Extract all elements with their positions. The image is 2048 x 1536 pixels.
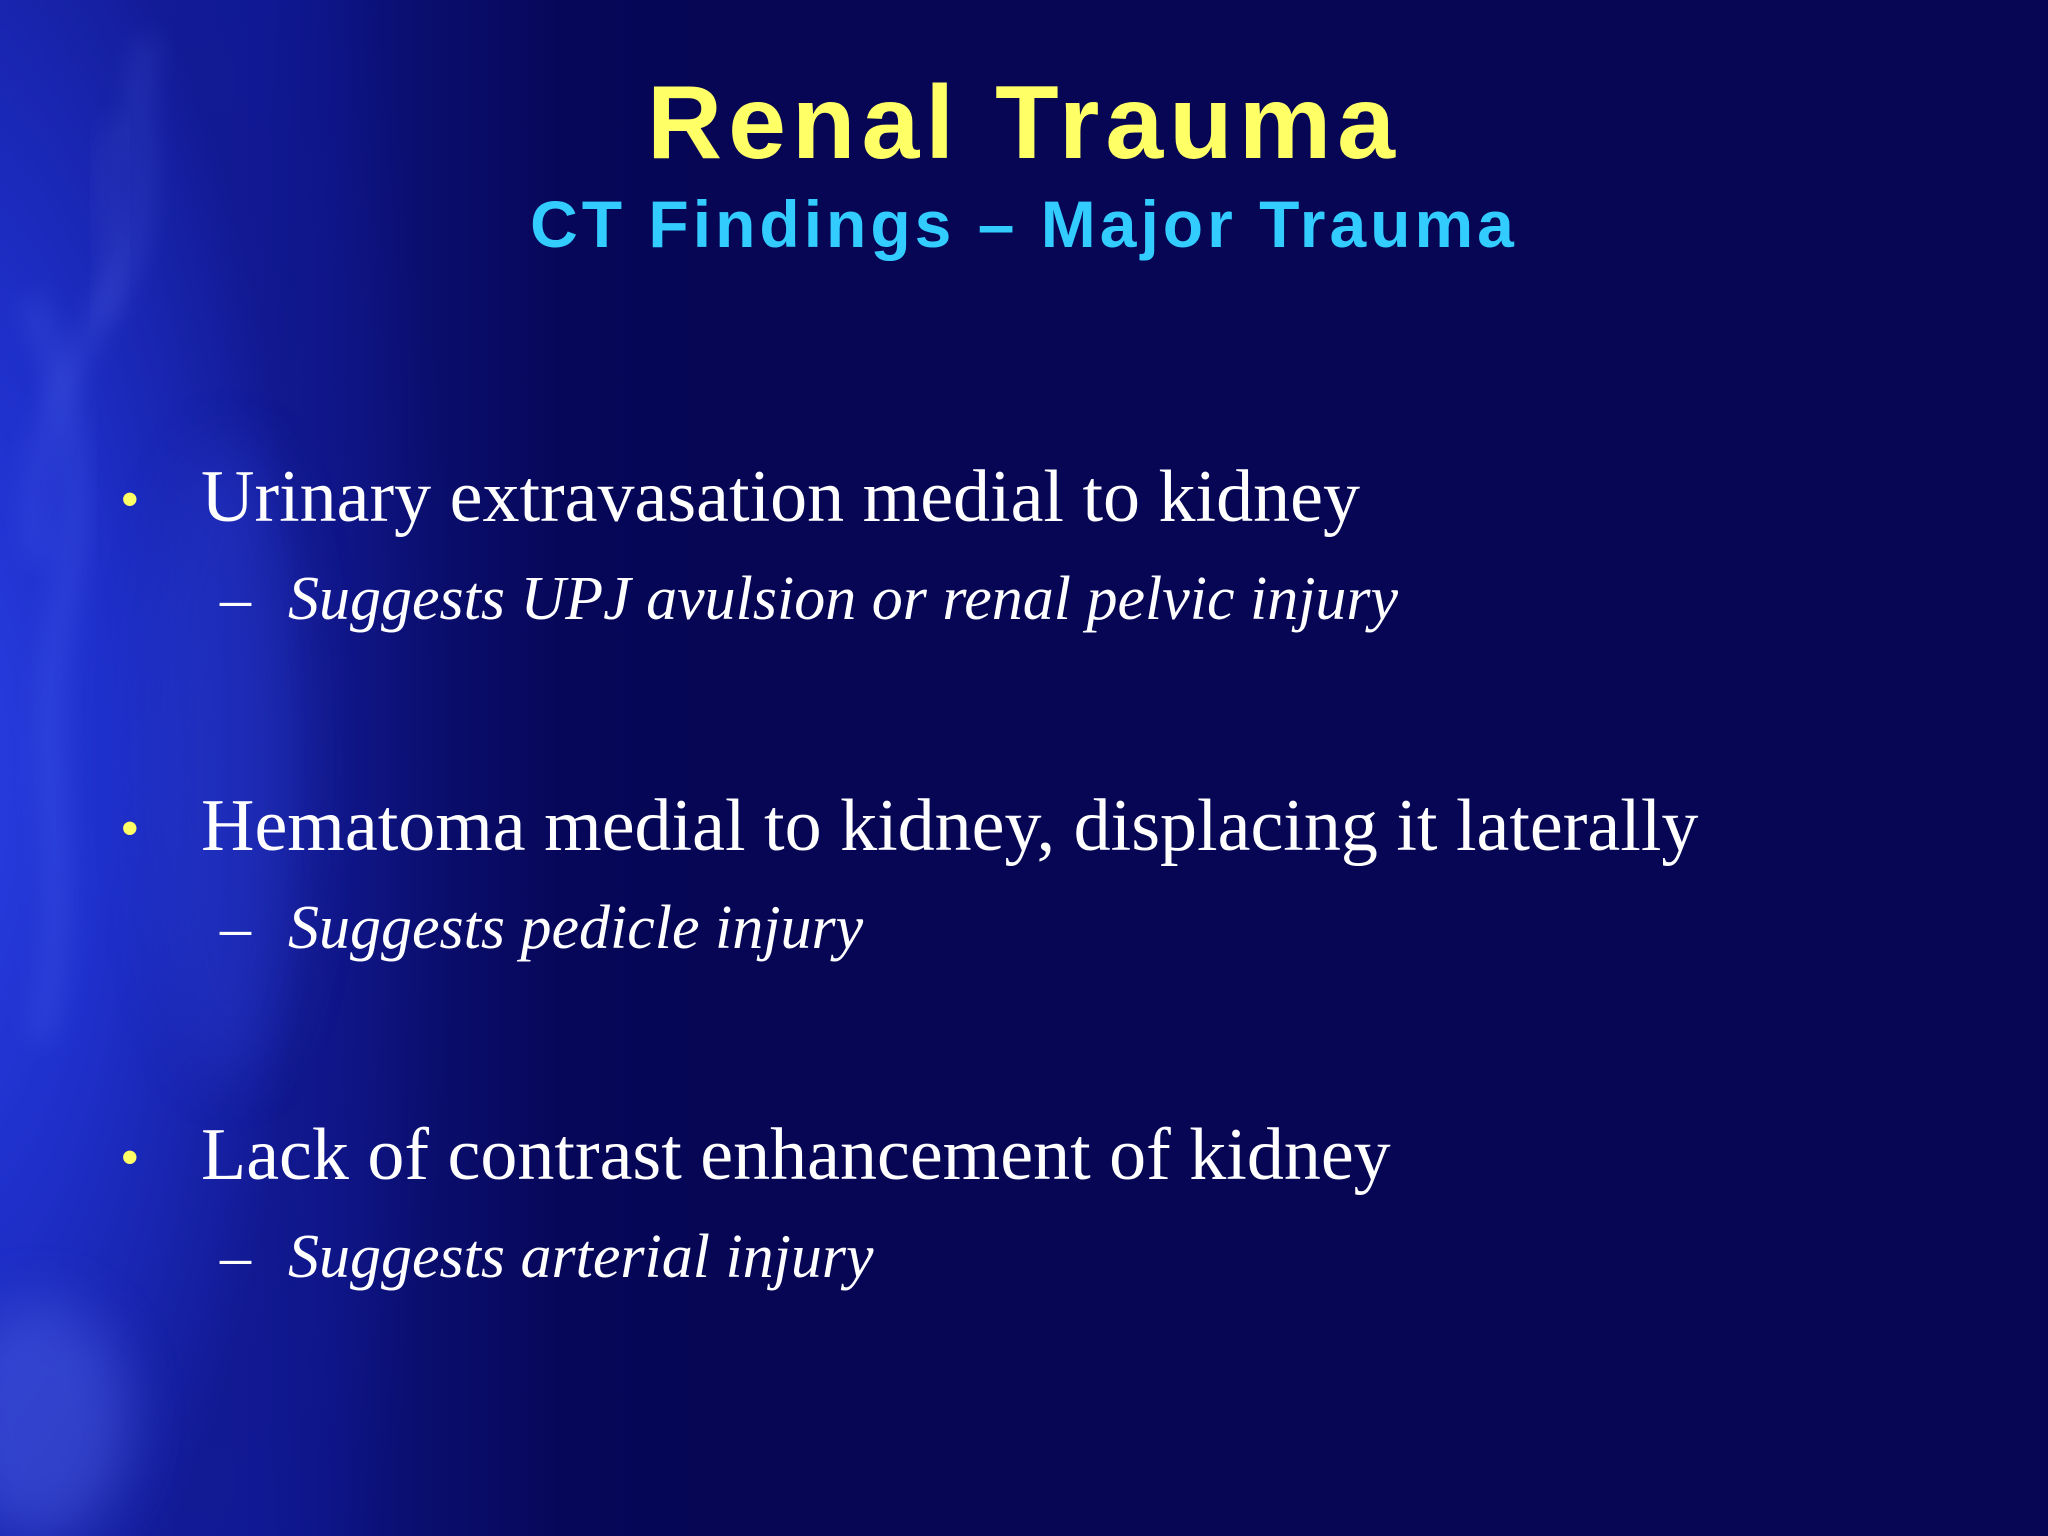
dash-icon: – [220, 894, 251, 962]
slide-title: Renal Trauma [646, 65, 1402, 181]
dash-icon: – [220, 1223, 251, 1291]
sub-bullet-text: Suggests UPJ avulsion or renal pelvic injury [288, 565, 1399, 633]
bullet-icon: • [120, 798, 140, 860]
bullet-icon: • [120, 469, 140, 531]
bullet-text: Urinary extravasation medial to kidney [201, 456, 1360, 538]
dash-icon: – [220, 565, 251, 633]
bullet-icon: • [120, 1127, 140, 1189]
sub-bullet-text: Suggests pedicle injury [288, 894, 864, 962]
slide-subtitle: CT Findings – Major Trauma [530, 187, 1518, 261]
bullet-text: Hematoma medial to kidney, displacing it laterally [201, 785, 1699, 867]
sub-bullet-text: Suggests arterial injury [288, 1223, 874, 1291]
bullet-text: Lack of contrast enhancement of kidney [201, 1114, 1391, 1196]
